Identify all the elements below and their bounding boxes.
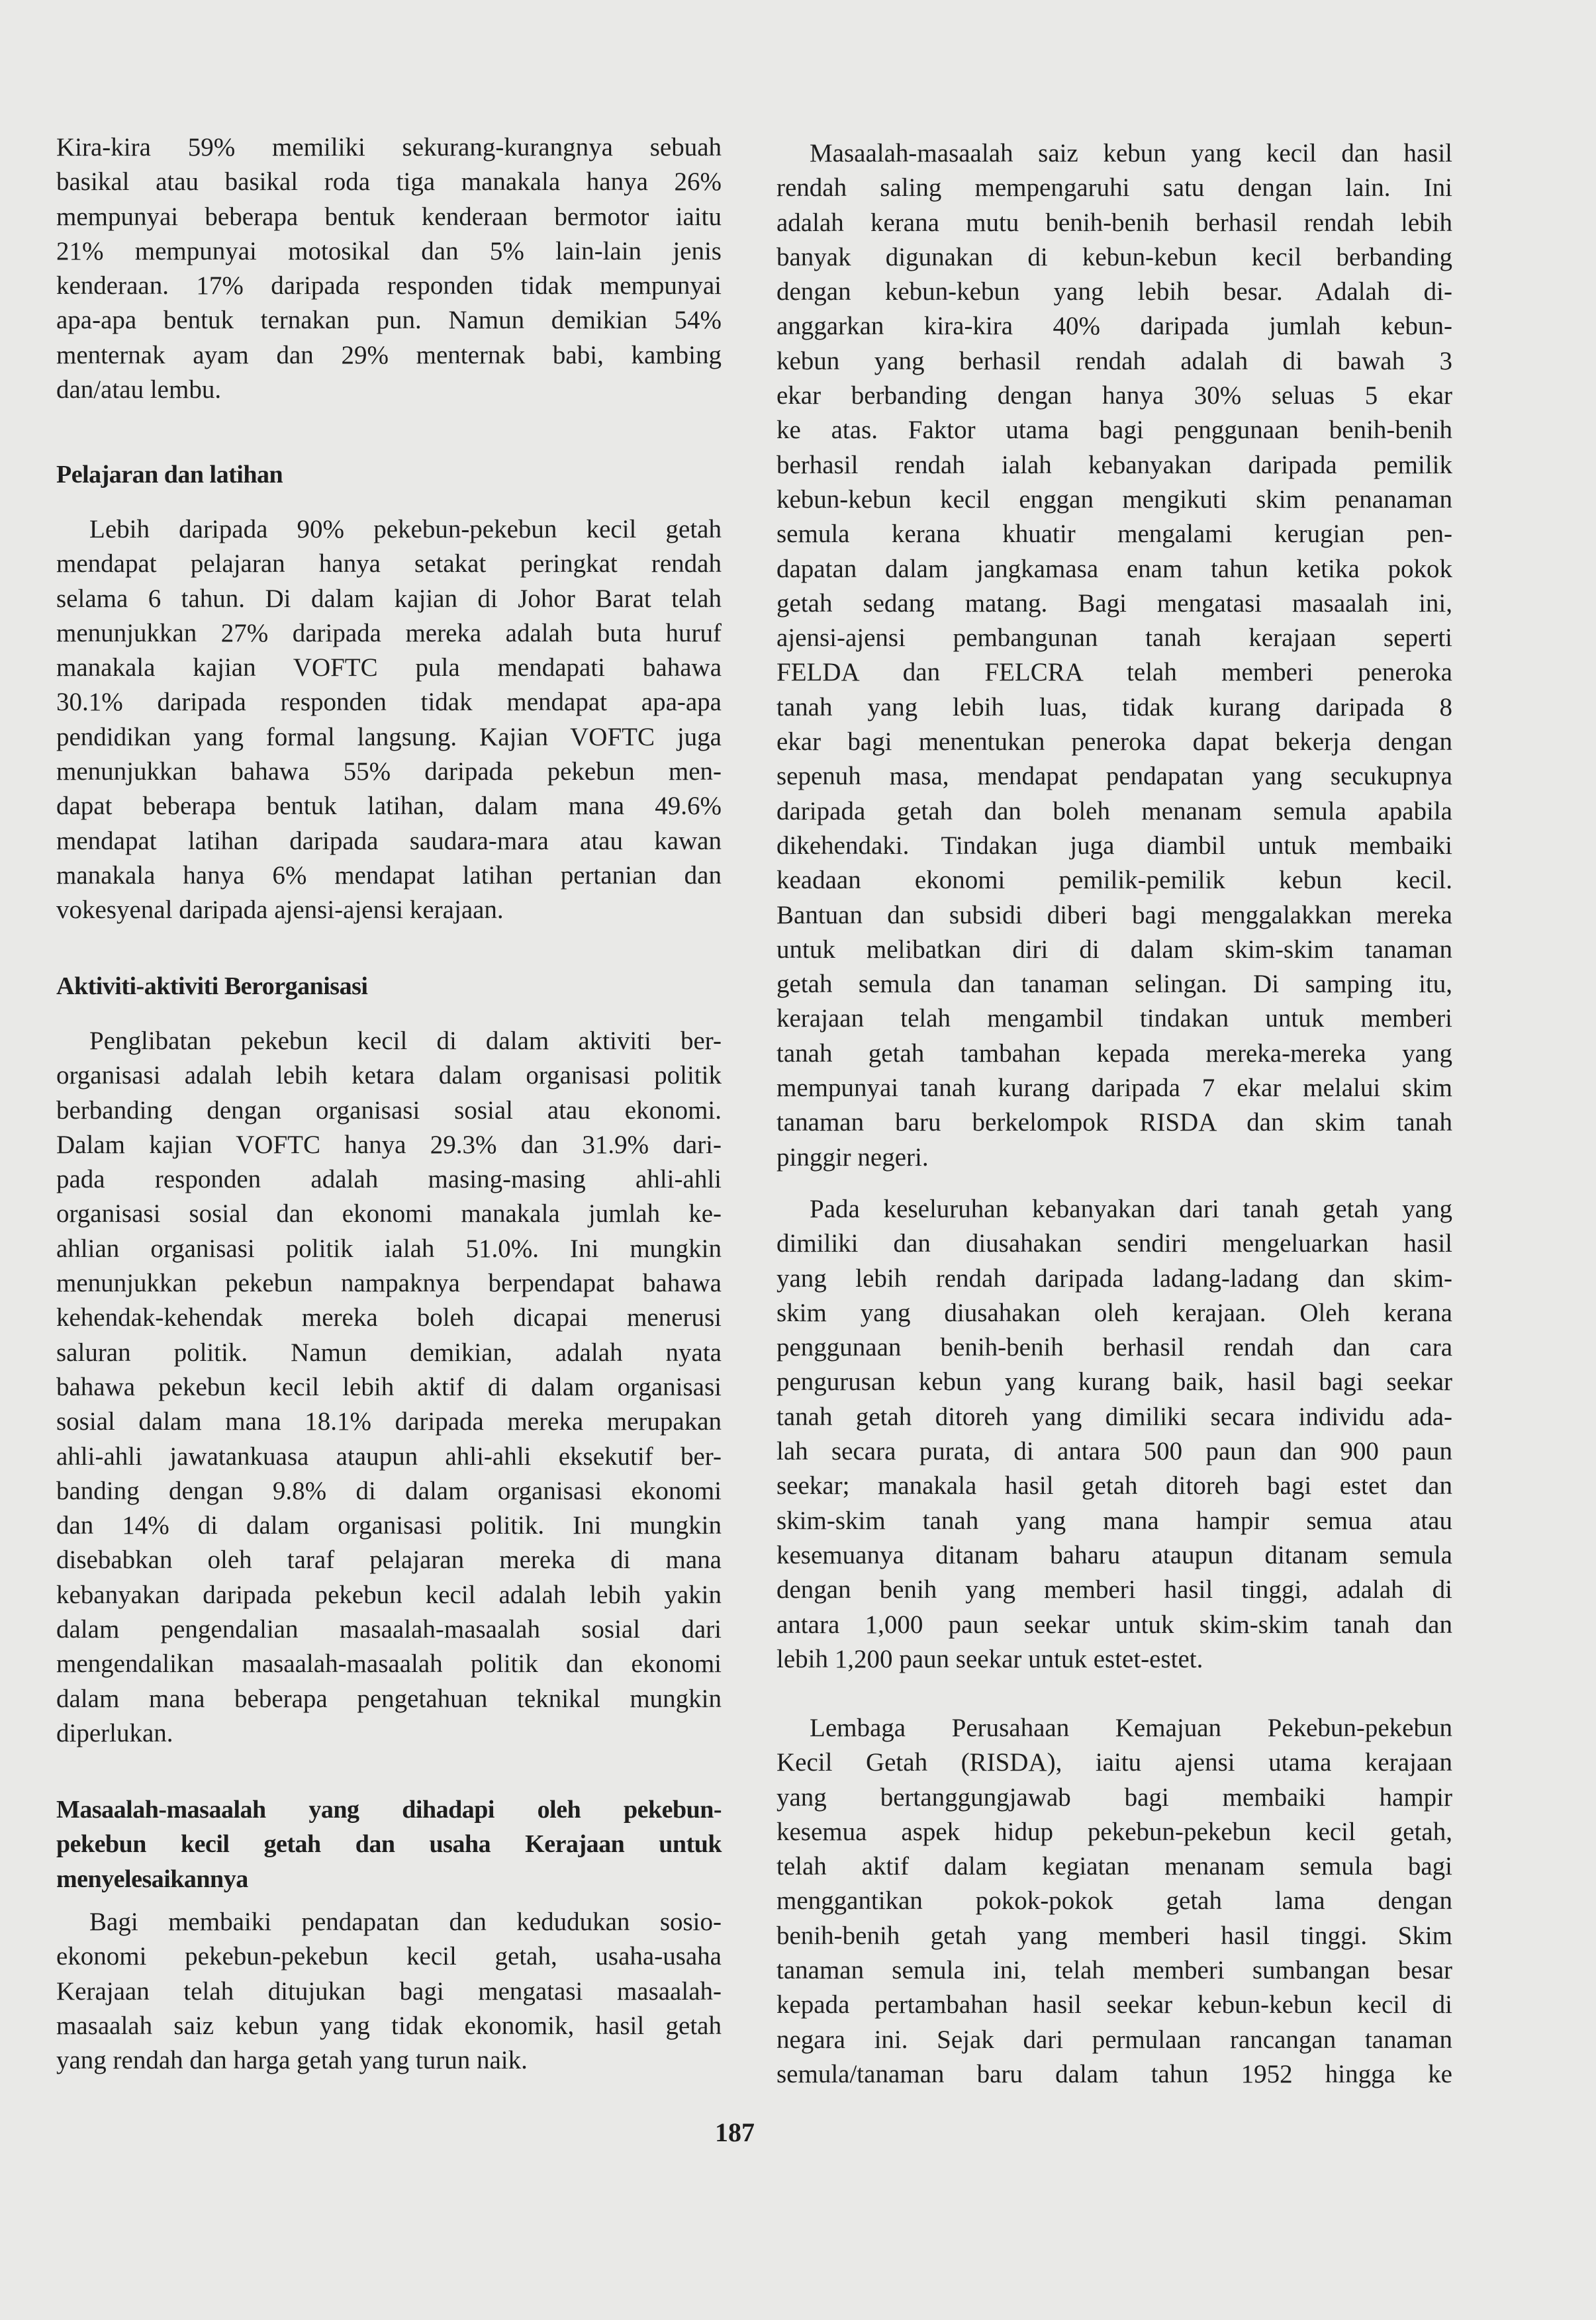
text-line: tanaman baru berkelompok RISDA dan skim tanah [776, 1108, 1452, 1137]
text-line: dimiliki dan diusahakan sendiri mengeluarkan hasil [776, 1229, 1452, 1258]
text-line: tanah getah tambahan kepada mereka-mereka yang [776, 1039, 1452, 1068]
text-line: yang bertanggungjawab bagi membaiki hampir [776, 1783, 1452, 1812]
text-line: benih-benih getah yang memberi hasil tinggi. Skim [776, 1921, 1452, 1950]
text-line: ahli-ahli jawatankuasa ataupun ahli-ahli eksekutif ber- [56, 1442, 722, 1471]
text-line: dan/atau lembu. [56, 375, 222, 404]
text-line: kebanyakan daripada pekebun kecil adalah lebih yakin [56, 1580, 722, 1609]
text-line: menunjukkan pekebun nampaknya berpendapat bahawa [56, 1269, 722, 1298]
text-line: dikehendaki. Tindakan juga diambil untuk membaiki [776, 831, 1452, 860]
text-line: Dalam kajian VOFTC hanya 29.3% dan 31.9% dari- [56, 1130, 722, 1159]
text-line: lah secara purata, di antara 500 paun dan 900 paun [776, 1437, 1452, 1466]
text-line: menunjukkan bahawa 55% daripada pekebun men- [56, 757, 722, 786]
text-line: selama 6 tahun. Di dalam kajian di Johor Barat telah [56, 584, 722, 613]
text-line: ahlian organisasi politik ialah 51.0%. Ini mungkin [56, 1234, 722, 1263]
text-line: pengurusan kebun yang kurang baik, hasil bagi seekar [776, 1368, 1452, 1397]
text-line: sepenuh masa, mendapat pendapatan yang secukupnya [776, 762, 1452, 791]
text-line: pada responden adalah masing-masing ahli-ahli [56, 1165, 722, 1194]
paragraph-government-efforts [56, 1905, 722, 2078]
text-line: rendah saling mempengaruhi satu dengan lain. Ini [776, 173, 1452, 203]
text-line: skim-skim tanah yang mana hampir semua atau [776, 1506, 1452, 1535]
text-line: telah aktif dalam kegiatan menanam semula bagi [776, 1852, 1452, 1881]
text-line: berbanding dengan organisasi sosial atau ekonomi. [56, 1095, 722, 1125]
text-line: bahawa pekebun kecil lebih aktif di dalam organisasi [56, 1372, 722, 1401]
text-line: Kira-kira 59% memiliki sekurang-kurangnya sebuah [56, 133, 722, 162]
section-heading-organisations [56, 969, 722, 1003]
text-line: menyelesaikannya [56, 1865, 248, 1893]
text-line: Aktiviti-aktiviti Berorganisasi [56, 972, 368, 1000]
text-line: manakala hanya 6% mendapat latihan pertanian dan [56, 860, 722, 890]
paragraph-farm-size [776, 136, 1452, 1175]
text-line: manakala kajian VOFTC pula mendapati bahawa [56, 653, 722, 682]
text-line: semula kerana khuatir mengalami kerugian pen- [776, 520, 1452, 549]
text-line: kebun-kebun kecil enggan mengikuti skim penanaman [776, 485, 1452, 514]
text-line: getah sedang matang. Bagi mengatasi masaalah ini, [776, 588, 1452, 618]
text-line: organisasi sosial dan ekonomi manakala jumlah ke- [56, 1199, 722, 1229]
text-line: pendidikan yang formal langsung. Kajian VOFTC juga [56, 722, 722, 751]
text-line: menternak ayam dan 29% menternak babi, kambing [56, 340, 722, 369]
text-line: berhasil rendah ialah kebanyakan daripada pemilik [776, 450, 1452, 479]
paragraph-organisations [56, 1024, 722, 1751]
text-line: apa-apa bentuk ternakan pun. Namun demikian 54% [56, 306, 722, 335]
text-line: skim yang diusahakan oleh kerajaan. Oleh kerana [776, 1298, 1452, 1327]
text-line: ekar bagi menentukan peneroka dapat bekerja dengan [776, 727, 1452, 757]
text-line: Kerajaan telah ditujukan bagi mengatasi masaalah- [56, 1976, 722, 2006]
section-heading-education [56, 457, 722, 492]
text-line: ekonomi pekebun-pekebun kecil getah, usaha-usaha [56, 1942, 722, 1971]
text-line: disebabkan oleh taraf pelajaran mereka di mana [56, 1546, 722, 1575]
text-line: negara ini. Sejak dari permulaan rancangan tanaman [776, 2025, 1452, 2054]
text-line: mempunyai tanah kurang daripada 7 ekar melalui skim [776, 1074, 1452, 1103]
text-line: dalam pengendalian masaalah-masaalah sosial dari [56, 1615, 722, 1644]
text-line: mempunyai beberapa bentuk kenderaan bermotor iaitu [56, 202, 722, 231]
text-line: banyak digunakan di kebun-kebun kecil berbanding [776, 242, 1452, 271]
text-line: ekar berbanding dengan hanya 30% seluas 5 ekar [776, 381, 1452, 410]
text-line: Kecil Getah (RISDA), iaitu ajensi utama kerajaan [776, 1748, 1452, 1777]
text-line: banding dengan 9.8% di dalam organisasi ekonomi [56, 1476, 722, 1505]
text-line: Pelajaran dan latihan [56, 461, 283, 488]
text-line: kesemuanya ditanam baharu ataupun ditanam semula [776, 1540, 1452, 1569]
text-line: anggarkan kira-kira 40% daripada jumlah kebun- [776, 312, 1452, 341]
text-line: kenderaan. 17% daripada responden tidak mempunyai [56, 271, 722, 301]
text-line: antara 1,000 paun seekar untuk skim-skim tanah dan [776, 1610, 1452, 1639]
text-line: masaalah saiz kebun yang tidak ekonomik, hasil getah [56, 2011, 722, 2040]
text-line: keadaan ekonomi pemilik-pemilik kebun kecil. [776, 866, 1452, 895]
page-number: 187 [715, 2117, 755, 2147]
text-line: adalah kerana mutu benih-benih berhasil rendah lebih [776, 208, 1452, 237]
text-line: 30.1% daripada responden tidak mendapat apa-apa [56, 688, 722, 717]
text-line: vokesyenal daripada ajensi-ajensi kerajaan. [56, 896, 504, 925]
text-line: tanaman semula ini, telah memberi sumbangan besar [776, 1956, 1452, 1985]
text-line: sosial dalam mana 18.1% daripada mereka merupakan [56, 1407, 722, 1436]
text-line: tanah getah ditoreh yang dimiliki secara individu ada- [776, 1402, 1452, 1431]
text-line: semula/tanaman baru dalam tahun 1952 hingga ke [776, 2059, 1452, 2088]
text-line: Lembaga Perusahaan Kemajuan Pekebun-pekebun [810, 1714, 1452, 1742]
text-line: mendapat pelajaran hanya setakat peringkat rendah [56, 549, 722, 579]
text-line: yang rendah dan harga getah yang turun naik. [56, 2046, 528, 2075]
text-line: kepada pertambahan hasil seekar kebun-kebun kecil di [776, 1990, 1452, 2019]
paragraph-vehicles-livestock [56, 130, 722, 407]
text-line: kehendak-kehendak mereka boleh dicapai menerusi [56, 1303, 722, 1332]
text-line: diperlukan. [56, 1718, 173, 1747]
text-line: yang lebih rendah daripada ladang-ladang dan skim- [776, 1264, 1452, 1293]
text-line: menggantikan pokok-pokok getah lama dengan [776, 1886, 1452, 1916]
text-line: dalam mana beberapa pengetahuan teknikal mungkin [56, 1684, 722, 1713]
text-line: mendapat latihan daripada saudara-mara atau kawan [56, 826, 722, 855]
text-line: menunjukkan 27% daripada mereka adalah buta huruf [56, 618, 722, 647]
text-line: kesemua aspek hidup pekebun-pekebun kecil getah, [776, 1817, 1452, 1846]
section-heading-problems [56, 1792, 722, 1896]
text-line: dapatan dalam jangkamasa enam tahun ketika pokok [776, 554, 1452, 583]
text-line: mengendalikan masaalah-masaalah politik dan ekonomi [56, 1649, 722, 1679]
text-line: saluran politik. Namun demikian, adalah nyata [56, 1338, 722, 1367]
text-line: penggunaan benih-benih berhasil rendah dan cara [776, 1333, 1452, 1362]
text-line: FELDA dan FELCRA telah memberi peneroka [776, 658, 1452, 687]
text-line: Masaalah-masaalah saiz kebun yang kecil dan hasil [810, 139, 1452, 167]
text-line: Bantuan dan subsidi diberi bagi menggalakkan mereka [776, 900, 1452, 929]
text-line: pekebun kecil getah dan usaha Kerajaan untuk [56, 1830, 722, 1859]
text-line: tanah yang lebih luas, tidak kurang daripada 8 [776, 692, 1452, 721]
text-line: untuk melibatkan diri di dalam skim-skim tanaman [776, 935, 1452, 964]
text-line: ke atas. Faktor utama bagi penggunaan benih-benih [776, 416, 1452, 445]
text-line: dapat beberapa bentuk latihan, dalam mana 49.6% [56, 792, 722, 821]
text-line: Lebih daripada 90% pekebun-pekebun kecil getah [89, 515, 722, 543]
text-line: kebun yang berhasil rendah adalah di bawah 3 [776, 346, 1452, 375]
text-line: basikal atau basikal roda tiga manakala hanya 26% [56, 167, 722, 197]
paragraph-education [56, 512, 722, 928]
text-line: Penglibatan pekebun kecil di dalam aktiviti ber- [89, 1027, 722, 1055]
text-line: kerajaan telah mengambil tindakan untuk memberi [776, 1004, 1452, 1033]
text-line: lebih 1,200 paun seekar untuk estet-estet. [776, 1644, 1203, 1673]
text-line: 21% mempunyai motosikal dan 5% lain-lain jenis [56, 236, 722, 265]
text-line: dan 14% di dalam organisasi politik. Ini mungkin [56, 1511, 722, 1540]
text-line: daripada getah dan boleh menanam semula apabila [776, 796, 1452, 825]
text-line: dengan benih yang memberi hasil tinggi, adalah di [776, 1575, 1452, 1604]
text-line: getah semula dan tanaman selingan. Di samping itu, [776, 970, 1452, 999]
text-line: Masaalah-masaalah yang dihadapi oleh pekebun- [56, 1796, 722, 1824]
text-line: dengan kebun-kebun yang lebih besar. Adalah di- [776, 277, 1452, 306]
paragraph-yields [776, 1192, 1452, 1677]
paragraph-risda [776, 1711, 1452, 2092]
text-line: organisasi adalah lebih ketara dalam organisasi politik [56, 1061, 722, 1090]
text-line: seekar; manakala hasil getah ditoreh bagi estet dan [776, 1471, 1452, 1501]
text-line: ajensi-ajensi pembangunan tanah kerajaan seperti [776, 624, 1452, 653]
text-line: Bagi membaiki pendapatan dan kedudukan sosio- [89, 1908, 722, 1936]
text-line: pinggir negeri. [776, 1142, 929, 1172]
text-line: Pada keseluruhan kebanyakan dari tanah getah yang [810, 1195, 1452, 1223]
